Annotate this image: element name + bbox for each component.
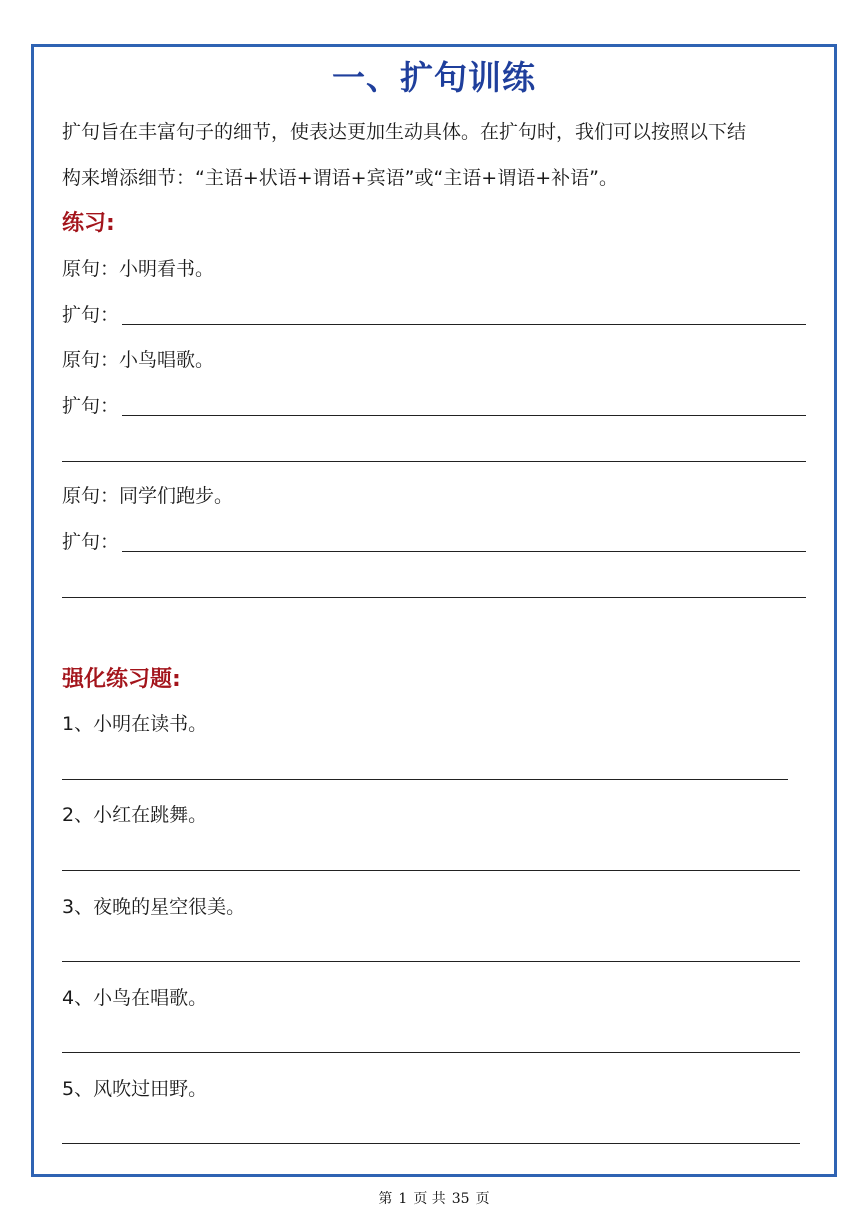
exercise-answer-line-5[interactable]	[62, 1143, 800, 1144]
expand-label-3: 扩句：	[62, 531, 120, 553]
original-sentence-2: 原句：小鸟唱歌。	[62, 349, 215, 371]
practice-heading: 练习:	[62, 211, 115, 236]
answer-line-1[interactable]	[122, 324, 806, 325]
exercise-answer-line-3[interactable]	[62, 961, 800, 962]
page-title: 一、扩句训练	[332, 58, 536, 97]
footer-total-pages: 35	[451, 1191, 470, 1207]
exercise-item-5: 5、风吹过田野。	[62, 1078, 208, 1100]
answer-line-3b[interactable]	[62, 597, 806, 598]
exercise-answer-line-2[interactable]	[62, 870, 800, 871]
exercise-answer-line-1[interactable]	[62, 779, 788, 780]
answer-line-2a[interactable]	[122, 415, 806, 416]
intro-line-2: 构来增添细节：“主语+状语+谓语+宾语”或“主语+谓语+补语”。	[62, 167, 618, 189]
footer-suffix: 页	[475, 1191, 490, 1207]
intensive-heading: 强化练习题:	[62, 667, 181, 692]
intro-line-1: 扩句旨在丰富句子的细节，使表达更加生动具体。在扩句时，我们可以按照以下结	[62, 121, 747, 143]
answer-line-2b[interactable]	[62, 461, 806, 462]
exercise-item-4: 4、小鸟在唱歌。	[62, 987, 208, 1009]
expand-label-1: 扩句：	[62, 304, 120, 326]
footer-prefix: 第	[378, 1191, 393, 1207]
footer-middle: 页 共	[413, 1191, 446, 1207]
answer-line-3a[interactable]	[122, 551, 806, 552]
exercise-item-1: 1、小明在读书。	[62, 713, 208, 735]
footer-page-number: 1	[398, 1191, 408, 1207]
exercise-item-3: 3、夜晚的星空很美。	[62, 896, 246, 918]
original-sentence-3: 原句：同学们跑步。	[62, 485, 234, 507]
exercise-item-2: 2、小红在跳舞。	[62, 804, 208, 826]
exercise-answer-line-4[interactable]	[62, 1052, 800, 1053]
original-sentence-1: 原句：小明看书。	[62, 258, 215, 280]
expand-label-2: 扩句：	[62, 395, 120, 417]
page-footer	[0, 1188, 868, 1208]
